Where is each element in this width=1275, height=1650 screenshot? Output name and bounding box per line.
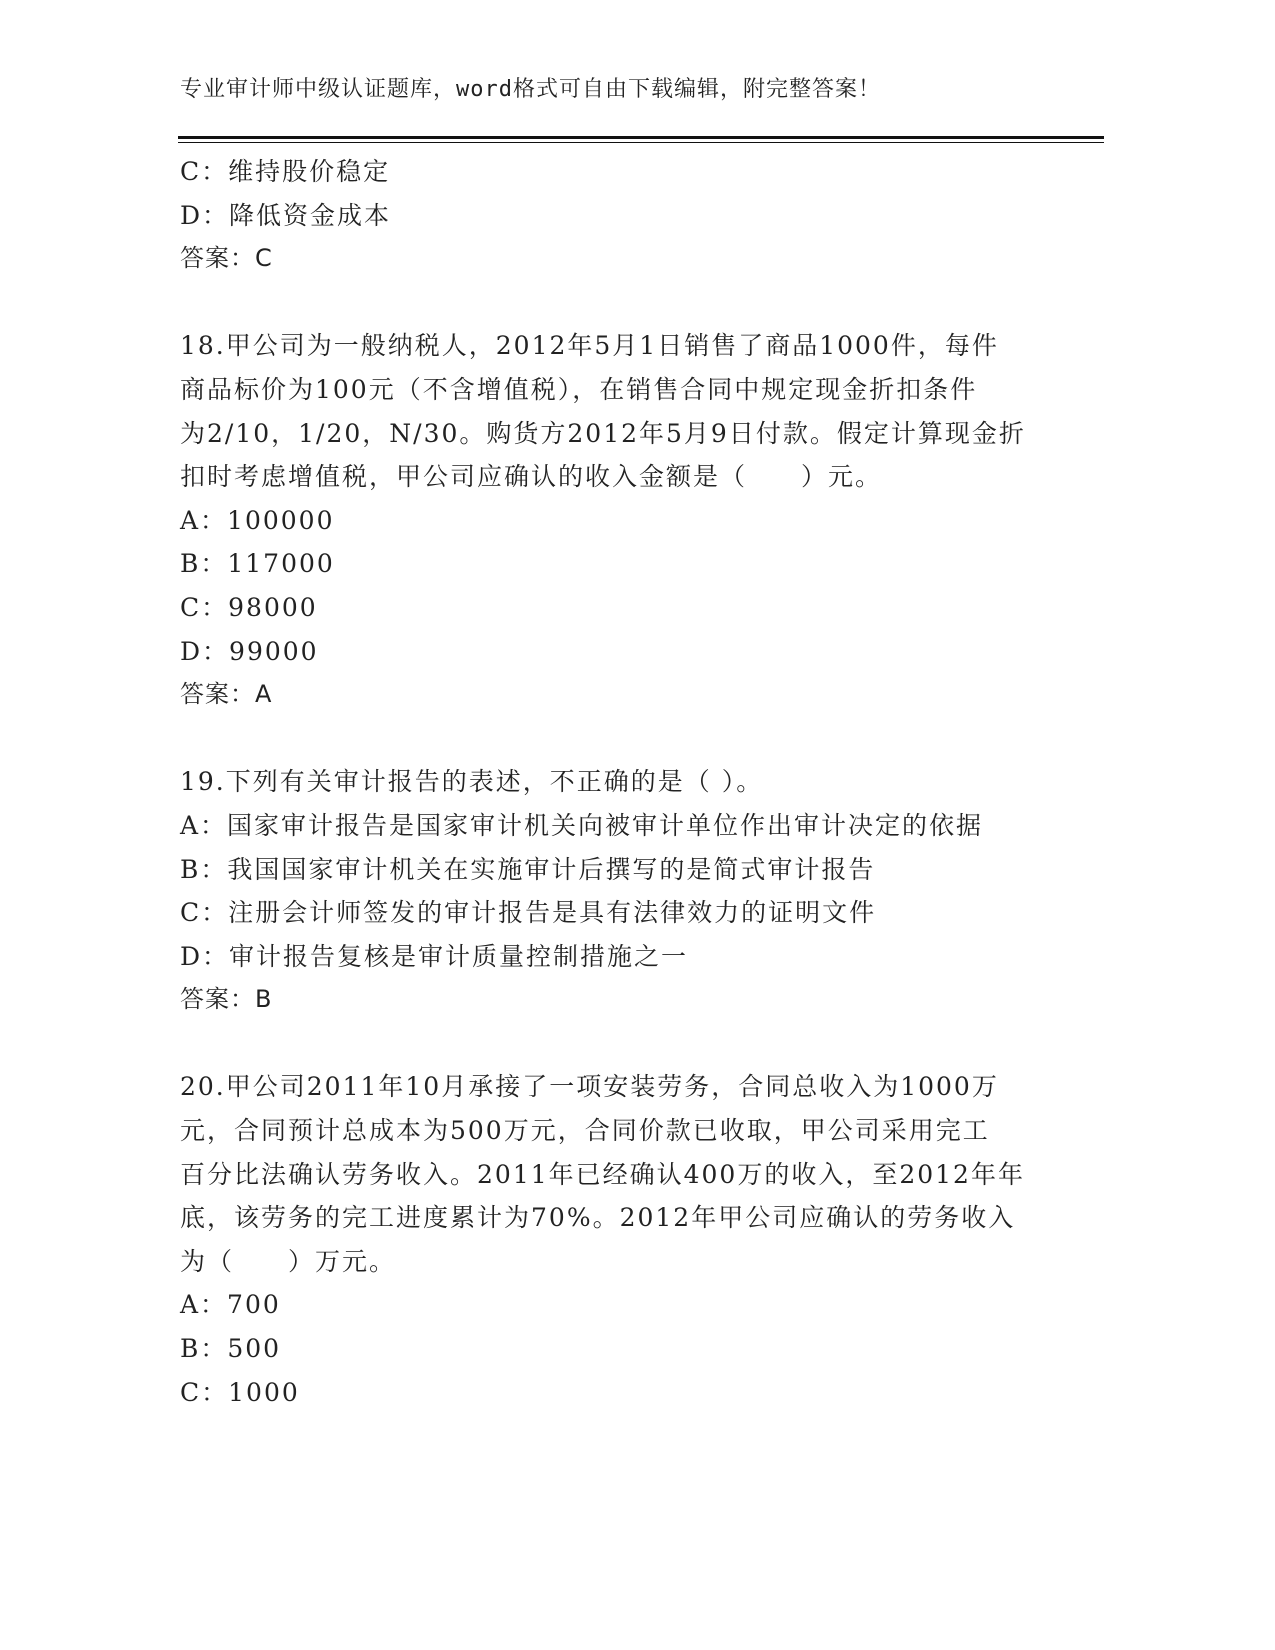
question-text-line: 为（ ）万元。 — [180, 1246, 397, 1276]
option-d: D：降低资金成本 — [180, 200, 392, 230]
question-text-line: 扣时考虑增值税，甲公司应确认的收入金额是（ ）元。 — [180, 462, 883, 492]
question-text-line: 19.下列有关审计报告的表述，不正确的是（ ）。 — [180, 767, 764, 797]
option-d: D：99000 — [180, 636, 319, 666]
question-text-line: 为2/10，1/20，N/30。购货方2012年5月9日付款。假定计算现金折 — [180, 418, 1026, 448]
spacer — [180, 281, 1040, 325]
option-c: C：注册会计师签发的审计报告是具有法律效力的证明文件 — [180, 898, 877, 928]
header-rule — [178, 136, 1104, 139]
option-b: B：500 — [180, 1334, 282, 1364]
question-19 — [180, 760, 1040, 1022]
option-b: B：117000 — [180, 549, 335, 579]
question-text-line: 百分比法确认劳务收入。2011年已经确认400万的收入，至2012年年 — [180, 1159, 1025, 1189]
question-17-tail — [180, 150, 1040, 281]
spacer — [180, 1022, 1040, 1066]
question-18 — [180, 324, 1040, 716]
question-text-line: 18.甲公司为一般纳税人，2012年5月1日销售了商品1000件，每件 — [180, 331, 999, 361]
question-text-line: 20.甲公司2011年10月承接了一项安装劳务，合同总收入为1000万 — [180, 1072, 999, 1102]
header-rule-thin — [178, 142, 1104, 143]
option-c: C：维持股价稳定 — [180, 157, 391, 186]
answer-line: 答案：C — [180, 244, 273, 273]
option-d: D：审计报告复核是审计质量控制措施之一 — [180, 941, 689, 971]
question-20 — [180, 1065, 1040, 1414]
question-text-line: 元，合同预计总成本为500万元，合同价款已收取，甲公司采用完工 — [180, 1116, 990, 1146]
option-b: B：我国国家审计机关在实施审计后撰写的是简式审计报告 — [180, 854, 876, 884]
page-header: 专业审计师中级认证题库，word格式可自由下载编辑，附完整答案！ — [180, 77, 881, 102]
question-text-line: 底，该劳务的完工进度累计为70%。2012年甲公司应确认的劳务收入 — [180, 1203, 1016, 1233]
option-a: A：100000 — [180, 505, 335, 535]
spacer — [180, 717, 1040, 761]
option-a: A：700 — [180, 1290, 281, 1320]
document-body — [180, 150, 1040, 1414]
question-text-line: 商品标价为100元（不含增值税），在销售合同中规定现金折扣条件 — [180, 374, 978, 404]
option-c: C：1000 — [180, 1377, 300, 1407]
option-a: A：国家审计报告是国家审计机关向被审计单位作出审计决定的依据 — [180, 810, 984, 840]
answer-line: 答案：B — [180, 985, 273, 1014]
option-c: C：98000 — [180, 592, 318, 622]
answer-line: 答案：A — [180, 680, 273, 709]
